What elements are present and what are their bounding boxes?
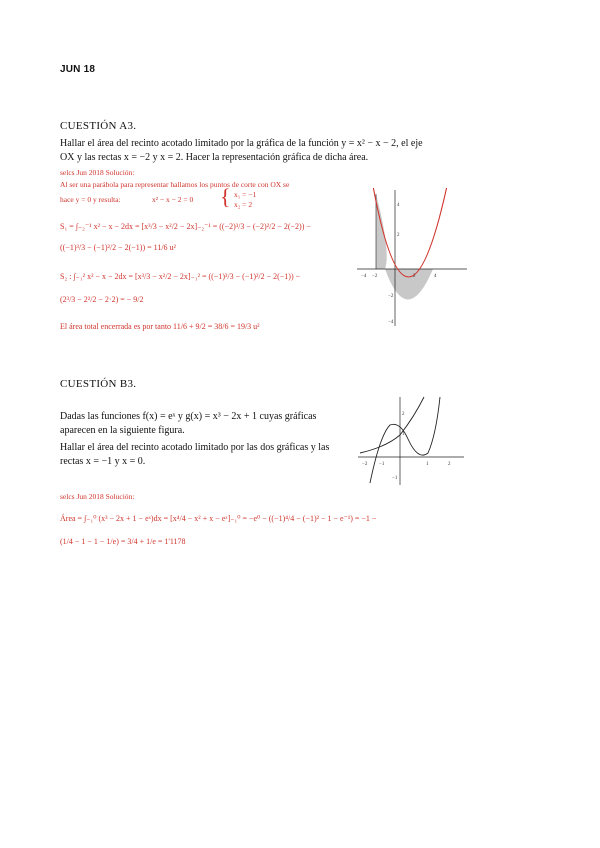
solution-text-line: hace y = 0 y resulta:	[60, 195, 121, 204]
x-tick-label: 2	[413, 274, 416, 279]
x-tick-label: −2	[372, 274, 378, 279]
statement-line: OX y las rectas x = −2 y x = 2. Hacer la representación gráfica de dicha área.	[60, 151, 369, 163]
exp-curve	[360, 397, 424, 453]
cubic-curve	[370, 397, 440, 483]
root-x1: x₁ = −1	[234, 190, 257, 199]
question-a3-title: CUESTIÓN A3.	[60, 120, 137, 132]
s2-formula-line1: S₂ : ∫₋₁² x² − x − 2dx = [x³/3 − x²/2 − 2x]₋₁² = ((−1)³/3 − (−1)²/2 − 2(−1)) −	[60, 272, 301, 281]
shaded-area-region	[376, 194, 387, 269]
solution-source: selcs Jun 2018 Solución:	[60, 168, 135, 177]
s2-formula-line2: (2³/3 − 2²/2 − 2·2) = − 9/2	[60, 295, 144, 304]
y-tick-label: 2	[402, 412, 405, 417]
solution-text-line: Al ser una parábola para representar hallamos los puntos de corte con OX se	[60, 180, 290, 189]
y-tick-label: 4	[397, 203, 400, 208]
solution-source: selcs Jun 2018 Solución:	[60, 492, 135, 501]
y-tick-label: 1	[402, 432, 405, 437]
area-formula-line2: (1/4 − 1 − 1 − 1/e) = 3/4 + 1/e = 1'1178	[60, 537, 186, 546]
statement-line: rectas x = −1 y x = 0.	[60, 455, 146, 467]
y-tick-label: −2	[388, 294, 394, 299]
statement-line: Dadas las funciones f(x) = eˣ y g(x) = x³ − 2x + 1 cuyas gráficas	[60, 411, 317, 422]
x-tick-label: −2	[362, 462, 368, 467]
x-tick-label: 2	[448, 462, 451, 467]
x-tick-label: −1	[379, 462, 385, 467]
question-a3-statement	[60, 137, 500, 164]
statement-line: aparecen en la siguiente figura.	[60, 424, 185, 436]
quadratic-equation: x² − x − 2 = 0	[152, 195, 194, 204]
y-tick-label: −1	[392, 476, 398, 481]
s1-formula-line1: S₁ = ∫₋₂⁻¹ x² − x − 2dx = [x³/3 − x²/2 − 2x]₋₂⁻¹ = ((−2)³/3 − (−2)²/2 − 2(−2)) −	[60, 222, 311, 231]
s1-formula-line2: ((−1)³/3 − (−1)²/2 − 2(−1)) = 11/6 u²	[60, 243, 176, 252]
y-tick-label: 2	[397, 233, 400, 238]
x-tick-label: 4	[434, 274, 437, 279]
y-tick-label: −4	[388, 320, 394, 325]
root-x2: x₂ = 2	[234, 200, 253, 209]
figure-a3-parabola	[355, 188, 470, 328]
brace-glyph: {	[220, 184, 231, 209]
page-header-date: JUN 18	[60, 64, 96, 75]
x-tick-label: −4	[361, 274, 367, 279]
area-formula-line1: Área = ∫₋₁⁰ (x³ − 2x + 1 − eˣ)dx = [x⁴/4 − x² + x − eˣ]₋₁⁰ = −e⁰ − ((−1)⁴/4 − (−1)² − 1 − e⁻¹) = −1 −	[60, 514, 377, 523]
x-tick-label: 1	[426, 462, 429, 467]
total-area-line: El área total encerrada es por tanto 11/6 + 9/2 = 38/6 = 19/3 u²	[60, 322, 260, 331]
question-b3-statement	[60, 410, 360, 468]
figure-b3-functions	[356, 395, 466, 487]
statement-line: Hallar el área del recinto acotado limitado por la gráfica de la función y = x² − x − 2, el eje	[60, 138, 423, 149]
question-b3-title: CUESTIÓN B3.	[60, 378, 137, 390]
statement-line: Hallar el área del recinto acotado limitado por las dos gráficas y las	[60, 442, 330, 453]
